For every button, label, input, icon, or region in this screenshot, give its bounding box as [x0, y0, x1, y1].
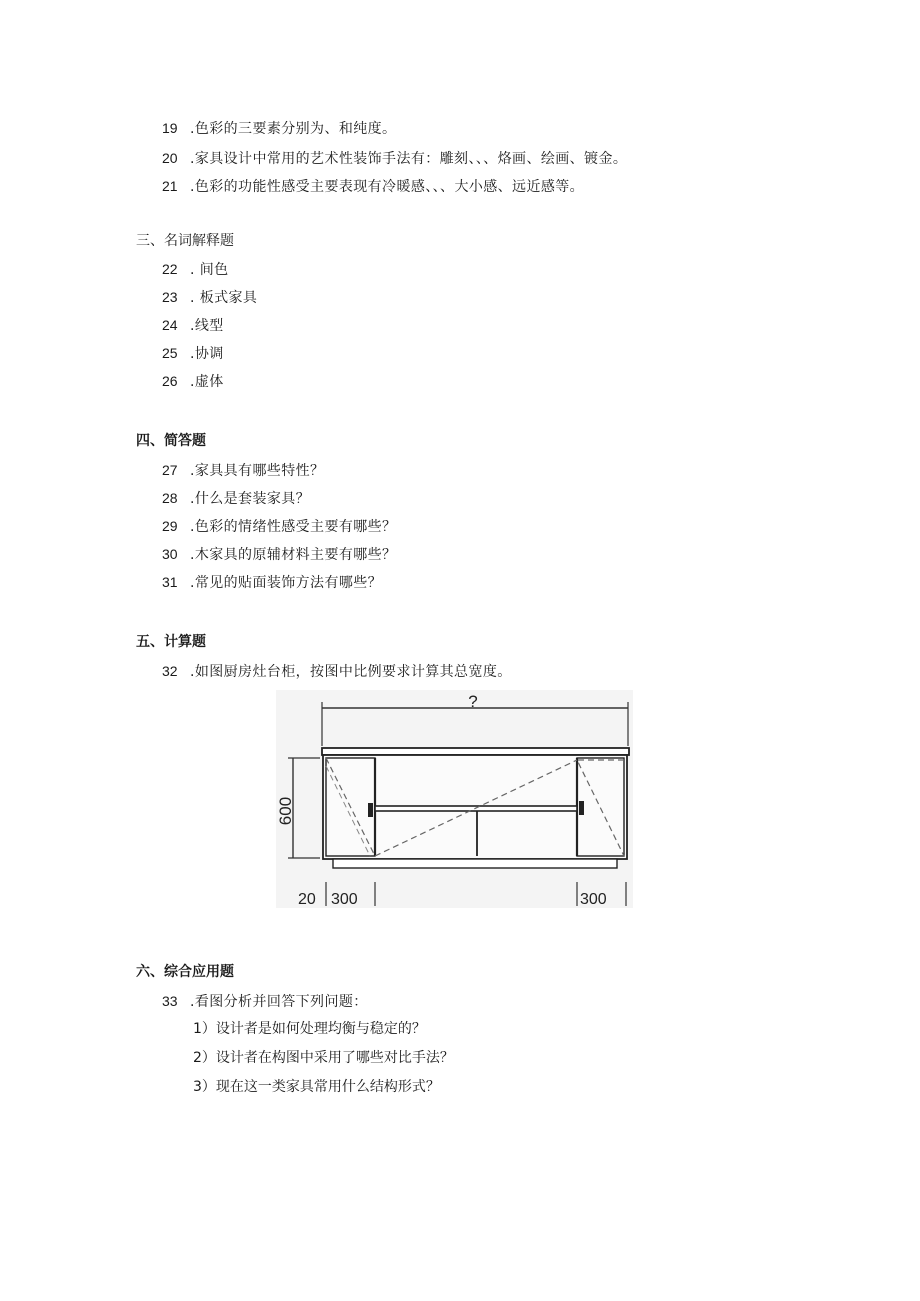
section-4-title: 四、简答题: [136, 433, 206, 449]
right-handle: [579, 801, 584, 815]
question-number: 28: [162, 490, 178, 506]
question-text: .色彩的情绪性感受主要有哪些？: [190, 519, 397, 535]
subquestion-3: 3）现在这一类家具常用什么结构形式？: [193, 1079, 440, 1095]
total-width-label: ?: [468, 692, 478, 711]
question-20: [162, 149, 627, 168]
question-text: .家具具有哪些特性？: [190, 463, 325, 479]
question-19: [162, 119, 396, 138]
question-number: 19: [162, 120, 178, 136]
plinth: [333, 859, 617, 868]
height-label: 600: [276, 796, 295, 826]
question-text: .线型: [190, 318, 224, 334]
question-text: .色彩的功能性感受主要表现有冷暖感、、、大小感、远近感等。: [190, 179, 585, 195]
question-number: 20: [162, 150, 178, 166]
question-22: [162, 260, 229, 279]
question-text: . 板式家具: [190, 290, 258, 306]
question-number: 31: [162, 574, 178, 590]
question-text: .看图分析并回答下列问题：: [190, 994, 368, 1010]
question-text: .常见的贴面装饰方法有哪些？: [190, 575, 383, 591]
section-3-title: 三、名词解释题: [136, 233, 234, 249]
question-number: 24: [162, 317, 178, 333]
question-27: [162, 461, 324, 480]
question-text: .家具设计中常用的艺术性装饰手法有：雕刻、、、烙画、绘画、镀金。: [190, 151, 628, 167]
question-number: 25: [162, 345, 178, 361]
question-text: .协调: [190, 346, 224, 362]
question-30: [162, 545, 396, 564]
question-number: 21: [162, 178, 178, 194]
countertop: [322, 748, 629, 755]
question-text: .木家具的原辅材料主要有哪些？: [190, 547, 397, 563]
question-text: . 间色: [190, 262, 229, 278]
question-29: [162, 517, 396, 536]
question-text: .虚体: [190, 374, 224, 390]
question-number: 32: [162, 663, 178, 679]
left-offset-label: 20: [298, 891, 316, 908]
left-width-label: 300: [331, 891, 358, 908]
cabinet-diagram: [276, 690, 633, 908]
question-text: .色彩的三要素分别为、和纯度。: [190, 121, 397, 137]
section-5-title: 五、计算题: [136, 634, 206, 650]
section-6-title: 六、综合应用题: [136, 964, 234, 980]
question-number: 27: [162, 462, 178, 478]
question-number: 23: [162, 289, 178, 305]
question-26: [162, 372, 224, 391]
right-width-label: 300: [580, 891, 607, 908]
question-number: 26: [162, 373, 178, 389]
question-23: [162, 288, 257, 307]
left-handle: [368, 803, 373, 817]
question-28: [162, 489, 310, 508]
question-25: [162, 344, 224, 363]
question-text: .如图厨房灶台柜，按图中比例要求计算其总宽度。: [190, 664, 512, 680]
subquestion-1: 1）设计者是如何处理均衡与稳定的？: [193, 1021, 426, 1037]
question-33: [162, 992, 368, 1011]
question-number: 30: [162, 546, 178, 562]
question-text: .什么是套装家具？: [190, 491, 311, 507]
question-31: [162, 573, 382, 592]
question-number: 29: [162, 518, 178, 534]
question-24: [162, 316, 224, 335]
question-number: 33: [162, 993, 178, 1009]
subquestion-2: 2）设计者在构图中采用了哪些对比手法？: [193, 1050, 454, 1066]
question-32: [162, 662, 512, 681]
question-21: [162, 177, 584, 196]
question-number: 22: [162, 261, 178, 277]
